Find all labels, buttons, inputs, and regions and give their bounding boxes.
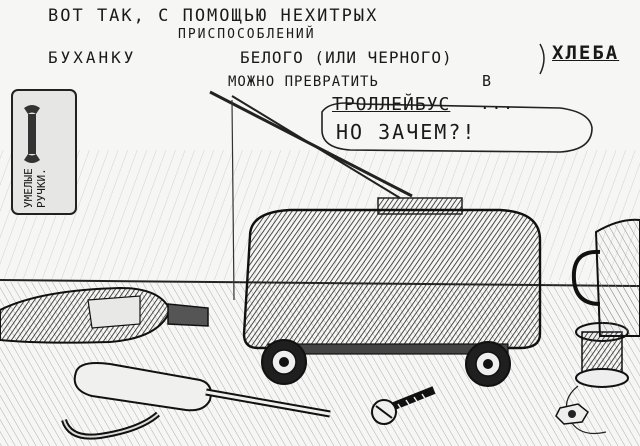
caption-line-2: ПРИСПОСОБЛЕНИЙ bbox=[178, 27, 316, 42]
hleb-bracket bbox=[540, 44, 544, 74]
logo-line-1: УМЕЛЫЕ bbox=[22, 168, 35, 208]
caption-bukhanku: БУХАНКУ bbox=[48, 48, 137, 67]
caption-trolleybus: ТРОЛЛЕЙБУС bbox=[332, 94, 451, 115]
caption-hleba: ХЛЕБА bbox=[552, 42, 620, 64]
caption-line-1: ВОТ ТАК, С ПОМОЩЬЮ НЕХИТРЫХ bbox=[48, 6, 379, 26]
caption-v: В bbox=[482, 72, 494, 90]
bread-loaf bbox=[244, 210, 540, 348]
wheel-rear bbox=[466, 342, 510, 386]
wheel-front bbox=[262, 340, 306, 384]
caption-ellipsis: ... bbox=[480, 94, 515, 113]
caption-belogo: БЕЛОГО (ИЛИ ЧЕРНОГО) bbox=[240, 48, 453, 67]
logo-line-2: РУЧКИ. bbox=[35, 168, 48, 208]
caption-line-4: МОЖНО ПРЕВРАТИТЬ bbox=[228, 74, 379, 90]
caption-question: НО ЗАЧЕМ?! bbox=[336, 120, 477, 144]
logo-text bbox=[22, 168, 48, 208]
